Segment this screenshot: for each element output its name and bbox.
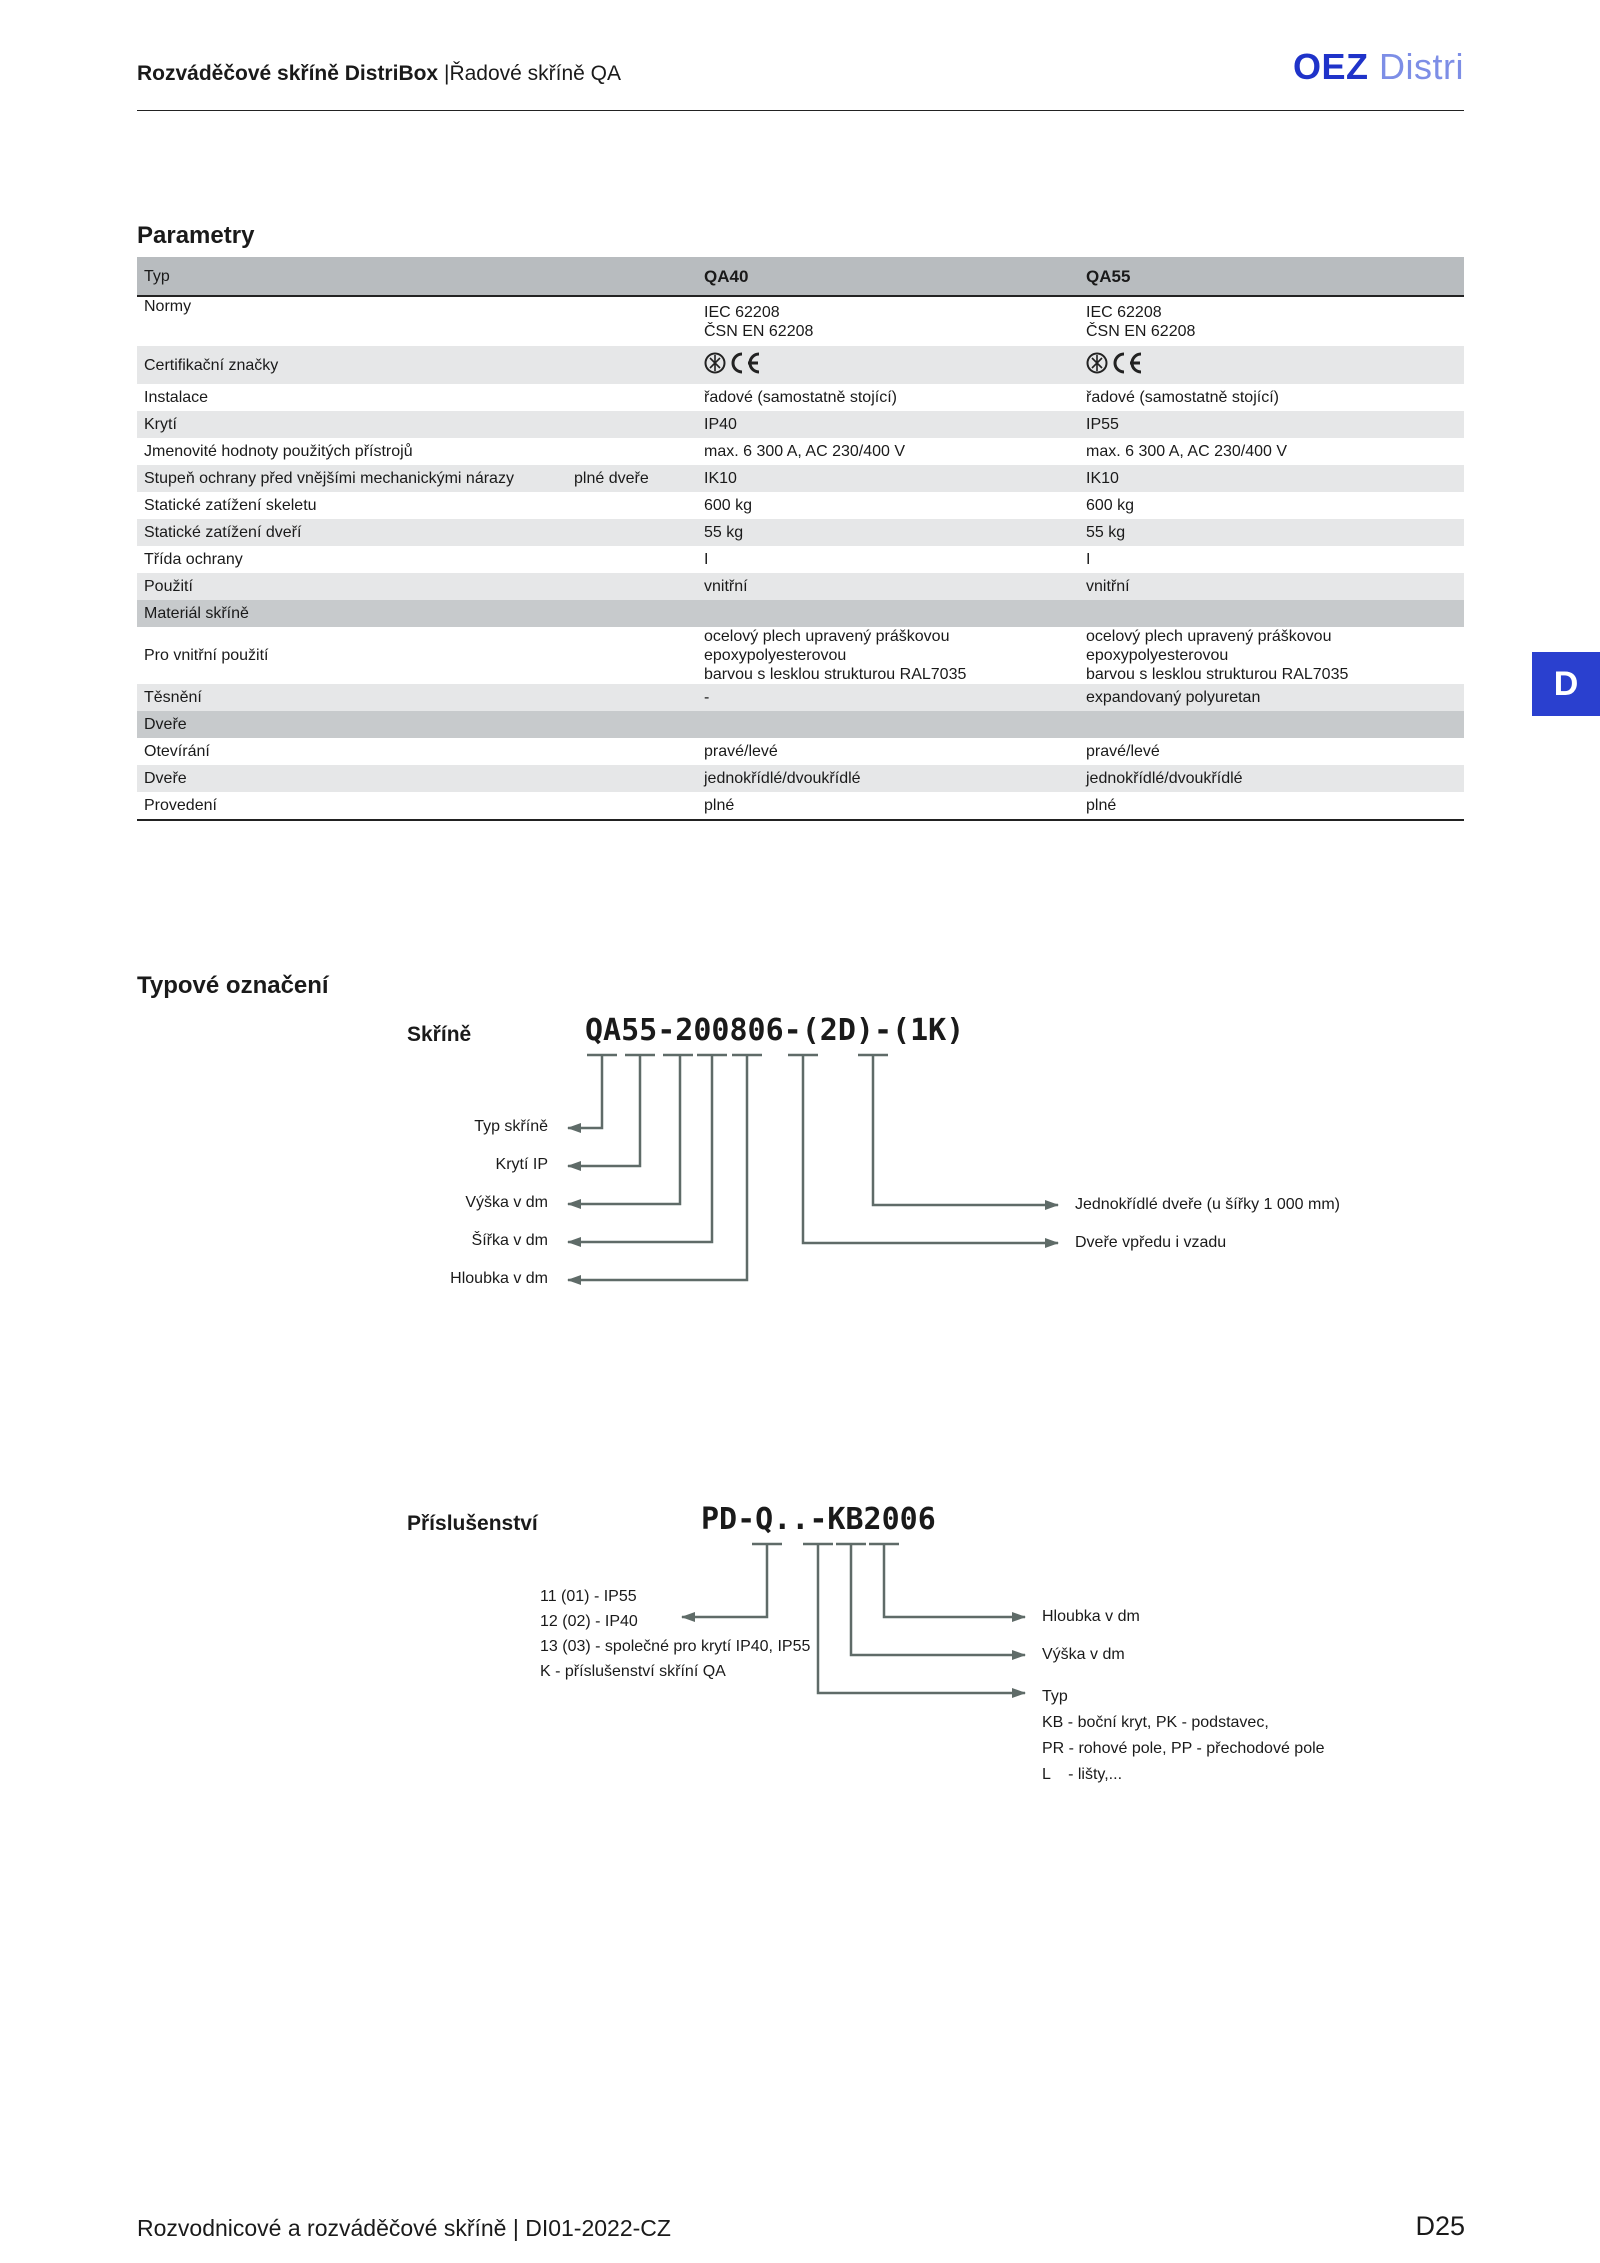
parameter-value-line: řadové (samostatně stojící) [704, 389, 897, 406]
cabinet-label-ip: Krytí IP [495, 1156, 548, 1173]
column-header-type: Typ [137, 257, 567, 296]
header-title-bold: Rozváděčové skříně DistriBox [137, 62, 439, 85]
parameter-value-line: IEC 62208 [1086, 303, 1162, 321]
parameter-value-line: expandovaný polyuretan [1086, 689, 1261, 706]
type-option-line: Typ [1042, 1688, 1068, 1705]
parameter-value-line: I [704, 551, 709, 568]
connector-height [568, 1055, 680, 1204]
parameter-value-line: 600 kg [1086, 497, 1135, 514]
cabinet-label-type: Typ skříně [474, 1118, 548, 1135]
parameter-value-line: I [1086, 551, 1091, 568]
parameter-label: Otevírání [137, 738, 567, 765]
accessories-code: PD-Q..-KB2006 [701, 1502, 936, 1537]
connector-ip-options [682, 1544, 767, 1617]
type-option-line: L - lišty,... [1042, 1766, 1123, 1783]
parameter-value-line: vnitřní [704, 578, 748, 595]
parameter-value-line: barvou s lesklou strukturou RAL7035 [704, 666, 967, 683]
accessories-label-depth: Hloubka v dm [1042, 1608, 1140, 1625]
header-separator: | [443, 62, 450, 85]
parameter-value-line: ocelový plech upravený práškovou epoxypolyesterovou [704, 628, 950, 664]
connector-depth [568, 1055, 747, 1280]
connector-accessory-type [818, 1544, 1025, 1693]
parameter-value-line: barvou s lesklou strukturou RAL7035 [1086, 666, 1349, 683]
parameter-value-line: plné [704, 797, 735, 814]
parameter-sublabel: plné dveře [567, 465, 697, 492]
parameter-label: Certifikační značky [137, 346, 567, 384]
parameter-value-line: jednokřídlé/dvoukřídlé [1086, 770, 1243, 787]
parameter-label: Jmenovité hodnoty použitých přístrojů [137, 438, 567, 465]
section-tab-d: D [1532, 652, 1600, 716]
parameter-value-line: pravé/levé [704, 743, 778, 760]
accessories-label: Příslušenství [407, 1512, 538, 1535]
connector-front-rear-doors [803, 1055, 1058, 1243]
parameter-value-line: ČSN EN 62208 [1086, 322, 1196, 340]
logo-distri: Distri [1379, 46, 1464, 87]
parameter-value-line: řadové (samostatně stojící) [1086, 389, 1279, 406]
parameter-label: Statické zatížení skeletu [137, 492, 567, 519]
parameters-title: Parametry [137, 222, 255, 249]
cabinet-label-height: Výška v dm [465, 1194, 548, 1211]
parameter-value-line: 55 kg [704, 524, 744, 541]
page-number: D25 [1415, 2211, 1465, 2241]
accessories-label-height: Výška v dm [1042, 1646, 1125, 1663]
designation-title: Typové označení [137, 972, 329, 999]
column-header-qa55: QA55 [1079, 257, 1464, 296]
parameter-value-line: jednokřídlé/dvoukřídlé [704, 770, 861, 787]
parameter-label: Použití [137, 573, 567, 600]
cabinet-label-width: Šířka v dm [471, 1232, 548, 1249]
parameter-value-line: IK10 [704, 470, 737, 487]
parameter-label: Materiál skříně [137, 600, 567, 627]
column-header-qa40: QA40 [697, 257, 1079, 296]
connector-ip [568, 1055, 640, 1166]
footer-text: Rozvodnicové a rozváděčové skříně | DI01-2022-CZ [137, 2215, 671, 2241]
cabinet-code: QA55-200806-(2D)-(1K) [585, 1013, 965, 1048]
parameter-value-line: 55 kg [1086, 524, 1126, 541]
parameter-label: Instalace [137, 384, 567, 411]
parameter-value-line: IEC 62208 [704, 303, 780, 321]
parameter-value-line: IP40 [704, 416, 737, 433]
type-option-line: PR - rohové pole, PP - přechodové pole [1042, 1740, 1325, 1757]
connector-single-door [873, 1055, 1058, 1205]
cabinet-label-single-door: Jednokřídlé dveře (u šířky 1 000 mm) [1075, 1196, 1340, 1213]
header-title-rest: Řadové skříně QA [449, 62, 622, 85]
parameter-value-line: pravé/levé [1086, 743, 1160, 760]
ip-option-line: 11 (01) - IP55 [540, 1588, 637, 1605]
parameter-value-line: - [704, 689, 710, 706]
connector-type [568, 1055, 602, 1128]
ip-option-line: 13 (03) - společné pro krytí IP40, IP55 [540, 1638, 811, 1655]
ip-option-line: K - příslušenství skříní QA [540, 1663, 726, 1680]
parameter-label: Pro vnitřní použití [137, 627, 567, 684]
parameter-label: Provedení [137, 792, 567, 820]
cabinet-label-front-rear-doors: Dveře vpředu i vzadu [1075, 1234, 1227, 1251]
type-option-line: KB - boční kryt, PK - podstavec, [1042, 1714, 1269, 1731]
parameter-value-line: 600 kg [704, 497, 753, 514]
parameter-value-line: max. 6 300 A, AC 230/400 V [1086, 443, 1288, 460]
parameter-value-line: plné [1086, 797, 1117, 814]
parameter-value-line: ČSN EN 62208 [704, 322, 814, 340]
parameter-value-line: IK10 [1086, 470, 1119, 487]
connector-accessory-depth [884, 1544, 1025, 1617]
parameter-value-line: ocelový plech upravený práškovou epoxypolyesterovou [1086, 628, 1332, 664]
parameter-label: Statické zatížení dveří [137, 519, 567, 546]
cabinet-label-depth: Hloubka v dm [450, 1270, 548, 1287]
parameter-label: Stupeň ochrany před vnějšími mechanickými nárazy [137, 465, 567, 492]
parameter-label: Dveře [137, 765, 567, 792]
logo-oez: OEZ [1292, 46, 1369, 87]
connector-accessory-height [851, 1544, 1025, 1655]
parameter-label: Dveře [137, 711, 567, 738]
parameter-label: Krytí [137, 411, 567, 438]
ip-option-line: 12 (02) - IP40 [540, 1613, 638, 1630]
parameter-value-line: IP55 [1086, 416, 1119, 433]
parameter-value-line: vnitřní [1086, 578, 1130, 595]
parameter-label: Normy [137, 296, 567, 346]
parameter-label: Třída ochrany [137, 546, 567, 573]
parameter-value-line: max. 6 300 A, AC 230/400 V [704, 443, 906, 460]
parameter-label: Těsnění [137, 684, 567, 711]
cabinet-label: Skříně [407, 1023, 472, 1046]
